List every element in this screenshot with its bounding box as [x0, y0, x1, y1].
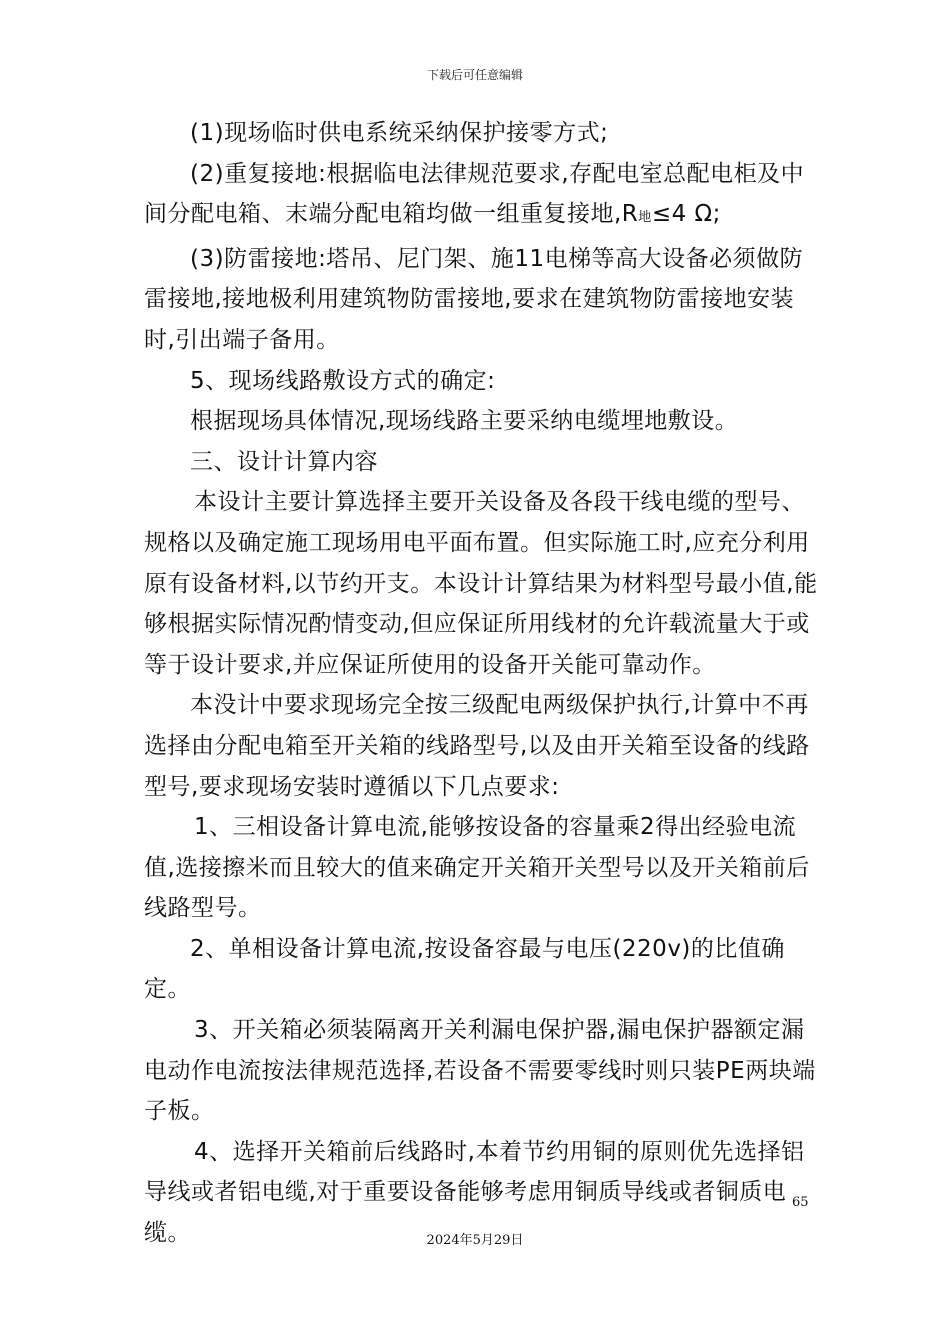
page-number: 65 [792, 1195, 809, 1210]
section-heading-line-laying: 5、现场线路敷设方式的确定: [190, 367, 496, 394]
paragraph-lightning-grounding: (3)防雷接地:塔吊、尼门架、施11电梯等高大设备必须做防雷接地,接地极利用建筑物防雷接地,要求在建筑物防雷接地安装时,引出端子备用。 [144, 245, 804, 353]
paragraph-three-level-distribution: 本没计中要求现场完全按三级配电两级保护执行,计算中不再选择由分配电箱至开关箱的线路型号,以及由开关箱至设备的线路型号,要求现场安装时遵循以下几点要求: [144, 692, 810, 800]
resistance-subscript: 地 [638, 210, 652, 226]
paragraph-grounding-method: (1)现场临时供电系统采纳保护接零方式; [190, 120, 609, 146]
resistance-value: ≤4 Ω; [651, 201, 721, 228]
section-heading-design-calc: 三、设计计算内容 [190, 448, 378, 475]
paragraph-repeat-grounding [144, 154, 824, 239]
paragraph-design-scope: 本设计主要计算选择主要开关设备及各段干线电缆的型号、规格以及确定施工现场用电平面布置。但实际施工时,应充分利用原有设备材料,以节约开支。本设计计算结果为材料型号最小值,能够根据实际情况酌情变动,但应保证所用线材的允许载流量大于或等于设计要求,并应保证所使用的设备开关能可靠动作。 [144, 489, 818, 678]
list-item-switch-box: 3、开关箱必须装隔离开关利漏电保护器,漏电保护器额定漏电动作电流按法律规范选择,若设备不需要零线时则只装PE两块端子板。 [144, 1017, 816, 1125]
paragraph-line-laying: 根据现场具体情况,现场线路主要采纳电缆埋地敷设。 [190, 408, 739, 435]
repeat-grounding-text: (2)重复接地:根据临电法律规范要求,存配电室总配电柜及中间分配电箱、末端分配电箱均做一组重复接地,R [144, 160, 805, 228]
document-body [144, 113, 824, 1254]
footer-date: 2024年5月29日 [426, 1233, 524, 1248]
list-item-three-phase: 1、三相设备计算电流,能够按设备的容量乘2得出经验电流值,选接擦米而且较大的值来确定开关箱开关型号以及开关箱前后线路型号。 [144, 814, 810, 922]
list-item-single-phase: 2、单相设备计算电流,按设备容最与电压(220v)的比值确定。 [144, 935, 785, 1003]
page-header: 下载后可任意编辑 [426, 68, 523, 82]
list-item-wire-selection: 4、选择开关箱前后线路时,本着节约用铜的原则优先选择铝导线或者铝电缆,对于重要设备能够考虑用铜质导线或者铜质电缆。 [144, 1138, 805, 1247]
